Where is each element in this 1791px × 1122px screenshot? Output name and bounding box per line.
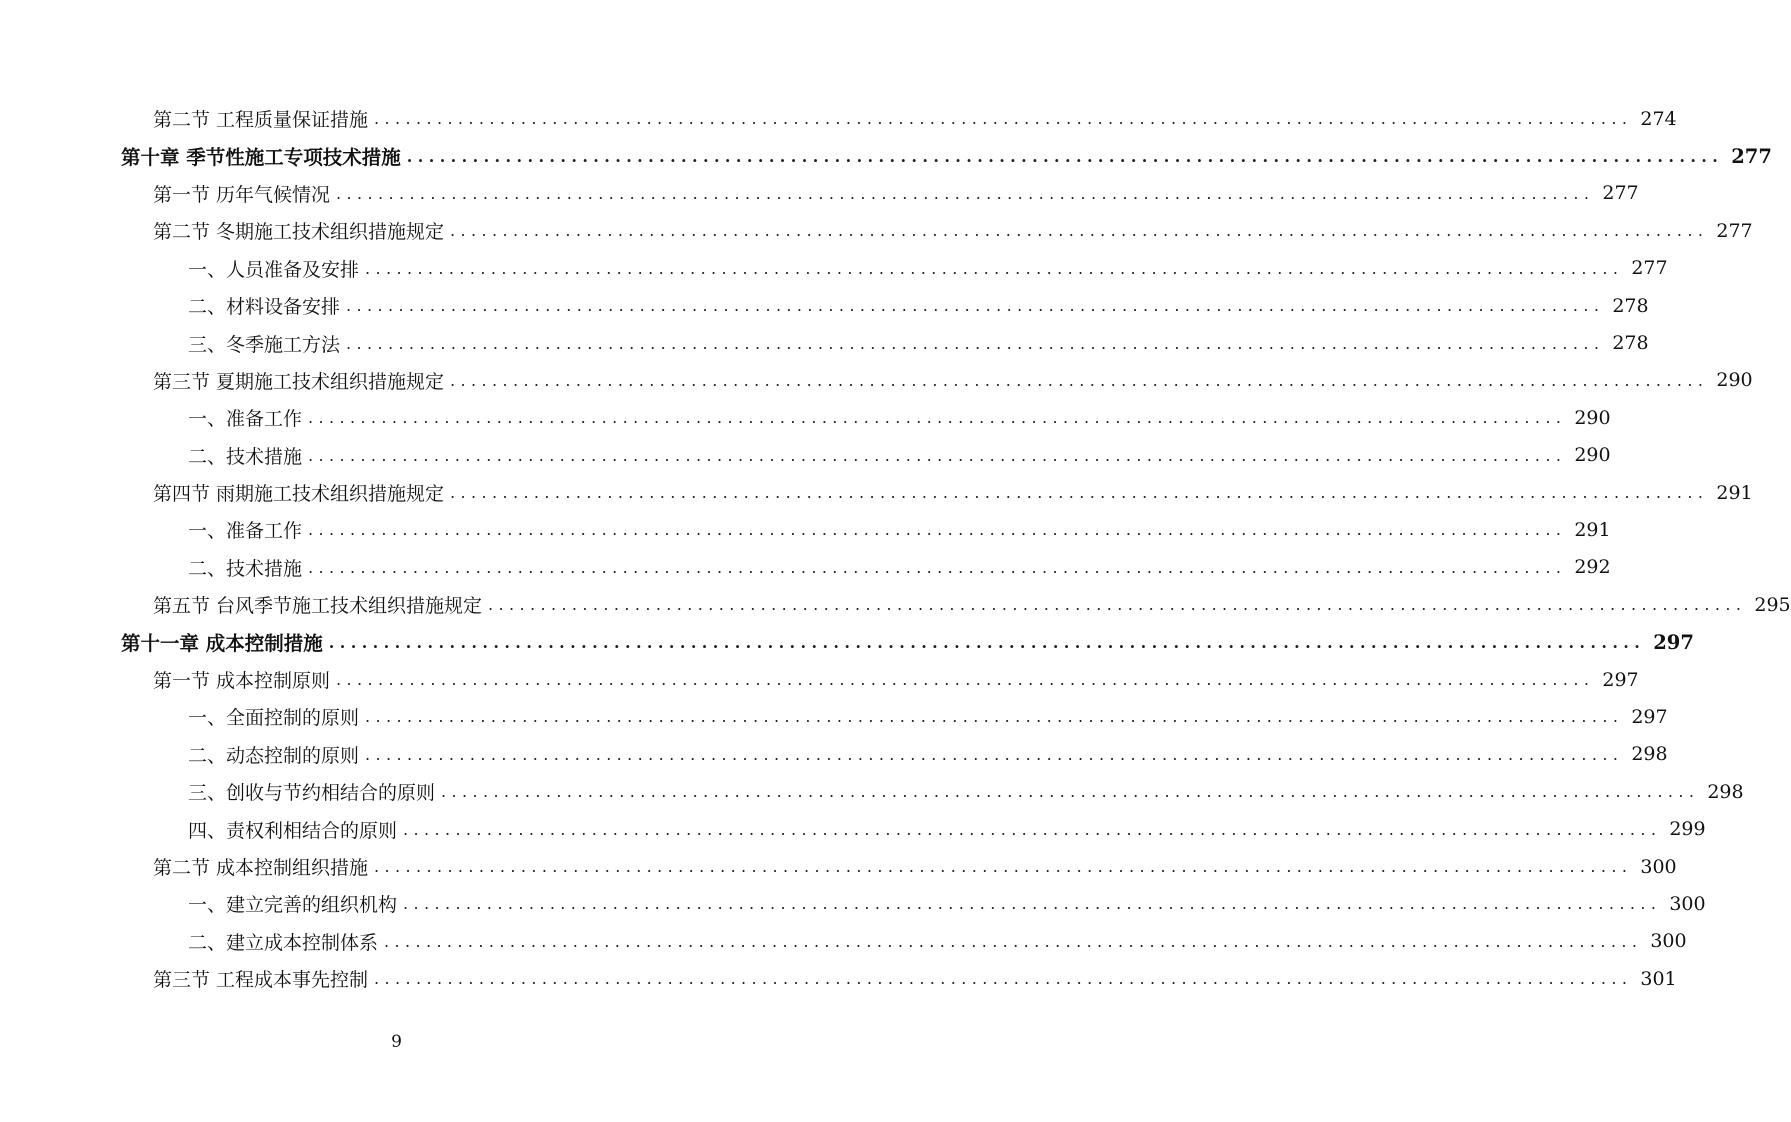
toc-entry-page: 290 (1574, 406, 1611, 429)
toc-entry-title: 第二节 工程质量保证措施 (153, 105, 374, 132)
toc-leader-dots: ........................................................................................................................ (346, 333, 1605, 353)
toc-entry-title: 第一节 成本控制原则 (153, 666, 336, 693)
toc-entry-page: 297 (1653, 630, 1694, 654)
toc-entry-item[interactable] (0, 885, 1706, 922)
toc-entry-section[interactable] (0, 100, 1677, 137)
toc-leader-dots: ........................................................................................................................ (441, 782, 1700, 802)
toc-entry-section[interactable] (0, 175, 1639, 212)
toc-entry-page: 298 (1707, 780, 1744, 803)
toc-leader-dots: ........................................................................................................................ (336, 183, 1595, 203)
toc-entry-section[interactable] (0, 960, 1677, 997)
toc-leader-dots: ........................................................................................................................ (365, 258, 1624, 278)
toc-entry-page: 295 (1754, 593, 1791, 616)
toc-entry-page: 277 (1602, 182, 1639, 205)
toc-entry-page: 298 (1631, 743, 1668, 766)
toc-leader-dots: ........................................................................................................................ (346, 296, 1605, 316)
toc-leader-dots: ........................................................................................................................ (384, 931, 1643, 951)
toc-entry-section[interactable] (0, 586, 1791, 623)
toc-entry-item[interactable] (0, 923, 1687, 960)
toc-leader-dots: ........................................................................................................................ (450, 221, 1709, 241)
toc-entry-page: 292 (1574, 556, 1611, 579)
toc-leader-dots: ........................................................................................................................ (308, 408, 1567, 428)
toc-entry-page: 290 (1574, 444, 1611, 467)
toc-entry-item[interactable] (0, 324, 1649, 361)
toc-leader-dots: ........................................................................................................................ (374, 857, 1633, 876)
toc-entry-title: 第四节 雨期施工技术组织措施规定 (153, 479, 450, 506)
toc-entry-page: 274 (1640, 107, 1677, 130)
toc-leader-dots: ........................................................................................................................ (403, 894, 1662, 914)
toc-entry-section[interactable] (0, 661, 1639, 698)
toc-leader-dots: ........................................................................................................................ (406, 146, 1724, 166)
toc-leader-dots: ........................................................................................................................ (450, 370, 1709, 390)
toc-entry-item[interactable] (0, 810, 1706, 847)
toc-entry-item[interactable] (0, 549, 1611, 586)
toc-entry-section[interactable] (0, 474, 1753, 511)
toc-entry-page: 278 (1612, 332, 1649, 355)
toc-entry-title: 第三节 夏期施工技术组织措施规定 (153, 367, 450, 394)
toc-entry-title: 第二节 冬期施工技术组织措施规定 (153, 217, 450, 244)
toc-leader-dots: ........................................................................................................................ (336, 670, 1595, 690)
toc-entry-title: 第三节 工程成本事先控制 (153, 965, 374, 992)
toc-leader-dots: ........................................................................................................................ (450, 483, 1709, 503)
toc-entry-title: 第五节 台风季节施工技术组织措施规定 (153, 591, 488, 618)
toc-entry-title: 一、准备工作 (188, 404, 308, 431)
toc-entry-page: 277 (1631, 257, 1668, 280)
toc-entry-title: 二、技术措施 (188, 554, 308, 581)
toc-leader-dots: ........................................................................................................................ (365, 707, 1624, 727)
page-number: 9 (391, 1032, 402, 1052)
toc-leader-dots: ........................................................................................................................ (328, 632, 1646, 652)
toc-entry-page: 278 (1612, 294, 1649, 317)
toc-leader-dots: ........................................................................................................................ (488, 595, 1747, 615)
toc-entry-page: 301 (1640, 967, 1677, 990)
toc-entry-page: 290 (1716, 369, 1753, 392)
toc-entry-page: 277 (1731, 144, 1772, 168)
toc-entry-title: 二、建立成本控制体系 (188, 928, 384, 955)
table-of-contents (0, 100, 1791, 997)
toc-entry-title: 一、建立完善的组织机构 (188, 890, 403, 917)
toc-leader-dots: ........................................................................................................................ (308, 557, 1567, 577)
toc-entry-title: 二、动态控制的原则 (188, 741, 365, 768)
toc-entry-page: 297 (1631, 705, 1668, 728)
toc-entry-title: 四、责权利相结合的原则 (188, 816, 403, 843)
toc-entry-title: 一、人员准备及安排 (188, 255, 365, 282)
toc-entry-item[interactable] (0, 287, 1649, 324)
toc-entry-title: 一、准备工作 (188, 516, 308, 543)
toc-leader-dots: ........................................................................................................................ (403, 819, 1662, 839)
toc-leader-dots: ........................................................................................................................ (365, 744, 1624, 764)
toc-leader-dots: ........................................................................................................................ (308, 520, 1567, 540)
toc-entry-page: 300 (1669, 892, 1706, 915)
toc-entry-item[interactable] (0, 698, 1668, 735)
toc-entry-section[interactable] (0, 212, 1753, 249)
toc-leader-dots: ........................................................................................................................ (374, 969, 1633, 989)
toc-entry-item[interactable] (0, 511, 1611, 548)
toc-entry-title: 第十章 季节性施工专项技术措施 (121, 142, 407, 170)
toc-entry-chapter[interactable] (0, 623, 1694, 660)
toc-entry-item[interactable] (0, 736, 1668, 773)
toc-entry-page: 300 (1640, 855, 1677, 878)
toc-entry-title: 二、材料设备安排 (188, 292, 346, 319)
toc-entry-page: 277 (1716, 219, 1753, 242)
toc-entry-title: 第二节 成本控制组织措施 (153, 853, 374, 880)
toc-entry-title: 第一节 历年气候情况 (153, 180, 336, 207)
toc-leader-dots: ........................................................................................................................ (308, 445, 1567, 465)
toc-entry-item[interactable] (0, 399, 1611, 436)
toc-entry-section[interactable] (0, 848, 1677, 885)
toc-entry-page: 297 (1602, 668, 1639, 691)
toc-entry-chapter[interactable] (0, 137, 1772, 174)
toc-entry-item[interactable] (0, 773, 1744, 810)
toc-entry-title: 第十一章 成本控制措施 (121, 628, 329, 656)
toc-entry-title: 三、冬季施工方法 (188, 330, 346, 357)
toc-entry-title: 一、全面控制的原则 (188, 703, 365, 730)
toc-entry-item[interactable] (0, 437, 1611, 474)
toc-entry-page: 300 (1650, 930, 1687, 953)
toc-entry-page: 291 (1574, 518, 1611, 541)
toc-entry-title: 三、创收与节约相结合的原则 (188, 778, 441, 805)
toc-leader-dots: ........................................................................................................................ (374, 109, 1633, 129)
toc-entry-section[interactable] (0, 362, 1753, 399)
toc-entry-page: 291 (1716, 481, 1753, 504)
toc-entry-title: 二、技术措施 (188, 442, 308, 469)
toc-entry-page: 299 (1669, 818, 1706, 841)
toc-entry-item[interactable] (0, 250, 1668, 287)
